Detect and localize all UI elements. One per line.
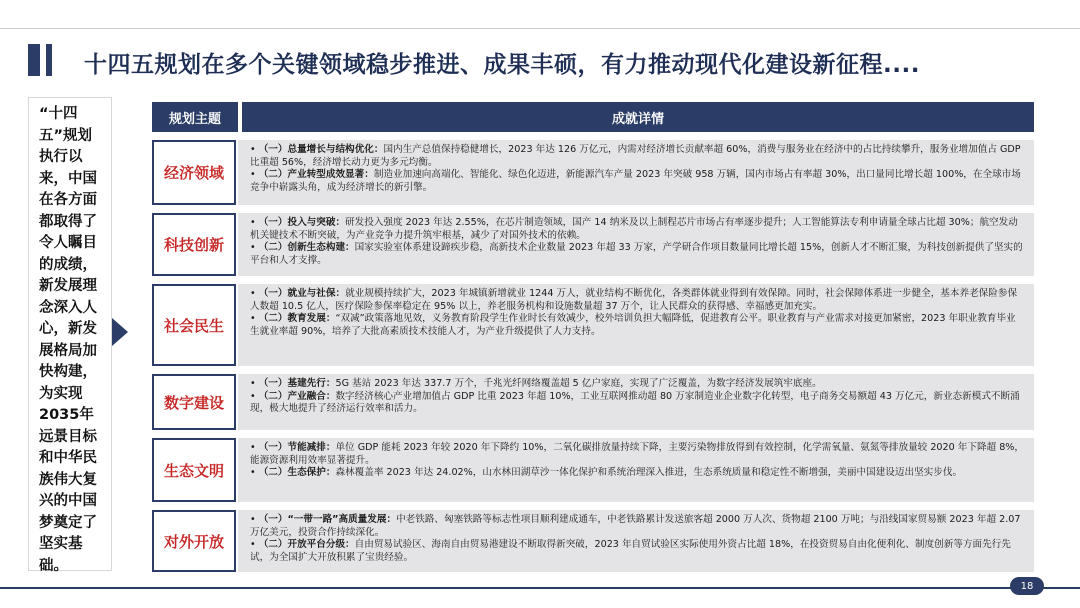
item-text: 单位 GDP 能耗 2023 年较 2020 年下降约 10%，二氧化碳排放量持续下降，主要污染物排放得到有效控制，化学需氧量、氨氮等排放量较 2020 年下降超 8%，能源资源利用效率显著提升。 [250, 442, 1025, 466]
list-item: • （一）就业与社保：就业规模持续扩大，2023 年城镇新增就业 1244 万人，就业结构不断优化，各类群体就业得到有效保障。同时，社会保障体系进一步健全，基本养老保险参保人数超 10.5 亿人，医疗保险参保率稳定在 95% 以上，养老服务机构和设施数量超 37 万个，让人民群众的获得感、幸福感更加充实。 [250, 288, 1018, 312]
item-head: （二）教育发展： [258, 313, 336, 324]
list-item: • （一）基建先行：5G 基站 2023 年达 337.7 万个，千兆光纤网络覆盖超 5 亿户家庭，实现了广泛覆盖，为数字经济发展筑牢底座。 [250, 378, 822, 389]
list-item: • （二）开放平台分级：自由贸易试验区、海南自由贸易港建设不断取得新突破，2023 年自贸试验区实际使用外资占比超 18%，在投资贸易自由化便利化、制度创新等方面先行先试，为全国扩大开放积累了宝贵经验。 [250, 539, 1011, 563]
title-accent-bar [28, 44, 40, 76]
item-head: （二）产业融合： [258, 390, 336, 402]
page-title: 十四五规划在多个关键领域稳步推进、成果丰硕，有力推动现代化建设新征程.... [84, 52, 920, 78]
item-head: （二）产业转型成效显著： [258, 169, 374, 180]
item-text: 制造业加速向高端化、智能化、绿色化迈进，新能源汽车产量 2023 年突破 958 万辆，国内市场占有率超 30%，出口量同比增长超 100%，在全球市场竞争中崭露头角，成为经济增长的新引擎。 [250, 169, 1021, 193]
list-item: • （二）产业融合：数字经济核心产业增加值占 GDP 比重 2023 年超 10%，工业互联网推动超 80 万家制造业企业数字化转型，电子商务交易额超 43 万亿元，新业态新模式不断涌现，极大地提升了经济运行效率和活力。 [250, 390, 1020, 414]
item-head: （二）创新生态构建： [258, 242, 355, 253]
item-text: 研发投入强度 2023 年达 2.55%，在芯片制造领域，国产 14 纳米及以上制程芯片市场占有率逐步提升；人工智能算法专利申请量全球占比超 30%；航空发动机关键技术不断突破，为产业竞争力提升筑牢根基，减少了对国外技术的依赖。 [250, 217, 1018, 241]
item-text: 森林覆盖率 2023 年达 24.02%，山水林田湖草沙一体化保护和系统治理深入推进，生态系统质量和稳定性不断增强，美丽中国建设迈出坚实步伐。 [335, 467, 963, 478]
item-text: “双减”政策落地见效，义务教育阶段学生作业时长有效减少，校外培训负担大幅降低，促进教育公平。职业教育与产业需求对接更加紧密，2023 年职业教育毕业生就业率超 90%，培养了大批高素质技术技能人才，为产业升级提供了人力支持。 [250, 313, 1016, 337]
intro-box [28, 97, 112, 574]
arrow-right-icon [112, 318, 128, 346]
row-content [238, 510, 1034, 572]
table-row [152, 140, 1034, 205]
item-text: 5G 基站 2023 年达 337.7 万个，千兆光纤网络覆盖超 5 亿户家庭，实现了广泛覆盖，为数字经济发展筑牢底座。 [335, 378, 822, 389]
table-row [152, 438, 1034, 502]
row-label: 社会民生 [152, 284, 236, 366]
table-header [152, 102, 1034, 132]
title-accent-bar-thin [46, 44, 52, 76]
table-row [152, 374, 1034, 430]
item-head: （一）“一带一路”高质量发展： [258, 514, 397, 525]
page-number: 18 [1010, 577, 1044, 595]
item-text: 国家实验室体系建设蹄疾步稳，高新技术企业数量 2023 年超 33 万家，产学研合作项目数量同比增长超 15%，创新人才不断汇聚，为科技创新提供了坚实的平台和人才支撑。 [250, 242, 1023, 266]
row-content [238, 374, 1034, 430]
list-item: • （二）教育发展：“双减”政策落地见效，义务教育阶段学生作业时长有效减少，校外培训负担大幅降低，促进教育公平。职业教育与产业需求对接更加紧密，2023 年职业教育毕业生就业率超 90%，培养了大批高素质技术技能人才，为产业升级提供了人力支持。 [250, 313, 1016, 337]
row-content [238, 140, 1034, 205]
top-divider [0, 28, 1080, 29]
header-topic: 规划主题 [152, 102, 238, 132]
table-row [152, 510, 1034, 572]
achievement-table [152, 102, 1034, 563]
list-item: • （二）产业转型成效显著：制造业加速向高端化、智能化、绿色化迈进，新能源汽车产量 2023 年突破 958 万辆，国内市场占有率超 30%，出口量同比增长超 100%，在全球市场竞争中崭露头角，成为经济增长的新引擎。 [250, 169, 1021, 193]
list-item: • （一）“一带一路”高质量发展：中老铁路、匈塞铁路等标志性项目顺利建成通车，中老铁路累计发送旅客超 2000 万人次、货物超 2100 万吨；与沿线国家贸易额 2023 年超 2.07 万亿美元，投资合作持续深化。 [250, 514, 1021, 538]
item-head: （一）就业与社保： [258, 288, 346, 299]
table-row [152, 284, 1034, 366]
row-content [238, 213, 1034, 276]
item-head: （一）总量增长与结构优化： [258, 144, 384, 155]
intro-text: “十四五”规划执行以来，中国在各方面都取得了令人瞩目的成绩，新发展理念深入人心，新发展格局加快构建，为实现2035年远景目标和中华民族伟大复兴的中国梦奠定了坚实基础。 [39, 106, 97, 574]
row-content [238, 284, 1034, 366]
item-text: 中老铁路、匈塞铁路等标志性项目顺利建成通车，中老铁路累计发送旅客超 2000 万人次、货物超 2100 万吨；与沿线国家贸易额 2023 年超 2.07 万亿美元，投资合作持续深化。 [250, 514, 1021, 538]
item-text: 国内生产总值保持稳健增长，2023 年达 126 万亿元，内需对经济增长贡献率超 60%，消费与服务业在经济中的占比持续攀升，服务业增加值占 GDP 比重超 56%，经济增长动力更为多元均衡。 [250, 144, 1021, 168]
table-row [152, 213, 1034, 276]
item-head: （一）投入与突破： [258, 217, 346, 228]
list-item: • （二）生态保护：森林覆盖率 2023 年达 24.02%，山水林田湖草沙一体化保护和系统治理深入推进，生态系统质量和稳定性不断增强，美丽中国建设迈出坚实步伐。 [250, 467, 963, 478]
row-label: 科技创新 [152, 213, 236, 276]
row-label: 生态文明 [152, 438, 236, 502]
bottom-divider [0, 587, 1080, 589]
header-detail: 成就详情 [242, 102, 1034, 132]
item-head: （二）生态保护： [258, 467, 336, 478]
row-content [238, 438, 1034, 502]
row-label: 对外开放 [152, 510, 236, 572]
list-item: • （一）总量增长与结构优化：国内生产总值保持稳健增长，2023 年达 126 万亿元，内需对经济增长贡献率超 60%，消费与服务业在经济中的占比持续攀升，服务业增加值占 GDP 比重超 56%，经济增长动力更为多元均衡。 [250, 144, 1021, 168]
list-item: • （二）创新生态构建：国家实验室体系建设蹄疾步稳，高新技术企业数量 2023 年超 33 万家，产学研合作项目数量同比增长超 15%，创新人才不断汇聚，为科技创新提供了坚实的平台和人才支撑。 [250, 242, 1023, 266]
item-text: 自由贸易试验区、海南自由贸易港建设不断取得新突破，2023 年自贸试验区实际使用外资占比超 18%，在投资贸易自由化便利化、制度创新等方面先行先试，为全国扩大开放积累了宝贵经验。 [250, 539, 1011, 563]
list-item: • （一）节能减排：单位 GDP 能耗 2023 年较 2020 年下降约 10%，二氧化碳排放量持续下降，主要污染物排放得到有效控制，化学需氧量、氨氮等排放量较 2020 年下降超 8%，能源资源利用效率显著提升。 [250, 442, 1025, 466]
item-head: （一）基建先行： [258, 378, 336, 389]
row-label: 经济领域 [152, 140, 236, 205]
row-label: 数字建设 [152, 374, 236, 430]
list-item: • （一）投入与突破：研发投入强度 2023 年达 2.55%，在芯片制造领域，国产 14 纳米及以上制程芯片市场占有率逐步提升；人工智能算法专利申请量全球占比超 30%；航空发动机关键技术不断突破，为产业竞争力提升筑牢根基，减少了对国外技术的依赖。 [250, 217, 1018, 241]
item-text: 就业规模持续扩大，2023 年城镇新增就业 1244 万人，就业结构不断优化，各类群体就业得到有效保障。同时，社会保障体系进一步健全，基本养老保险参保人数超 10.5 亿人，医疗保险参保率稳定在 95% 以上，养老服务机构和设施数量超 37 万个，让人民群众的获得感、幸福感更加充实。 [250, 288, 1018, 312]
item-head: （一）节能减排： [258, 442, 336, 453]
item-text: 数字经济核心产业增加值占 GDP 比重 2023 年超 10%，工业互联网推动超 80 万家制造业企业数字化转型，电子商务交易额超 43 万亿元，新业态新模式不断涌现，极大地提升了经济运行效率和活力。 [250, 390, 1020, 414]
item-head: （二）开放平台分级： [258, 539, 355, 550]
